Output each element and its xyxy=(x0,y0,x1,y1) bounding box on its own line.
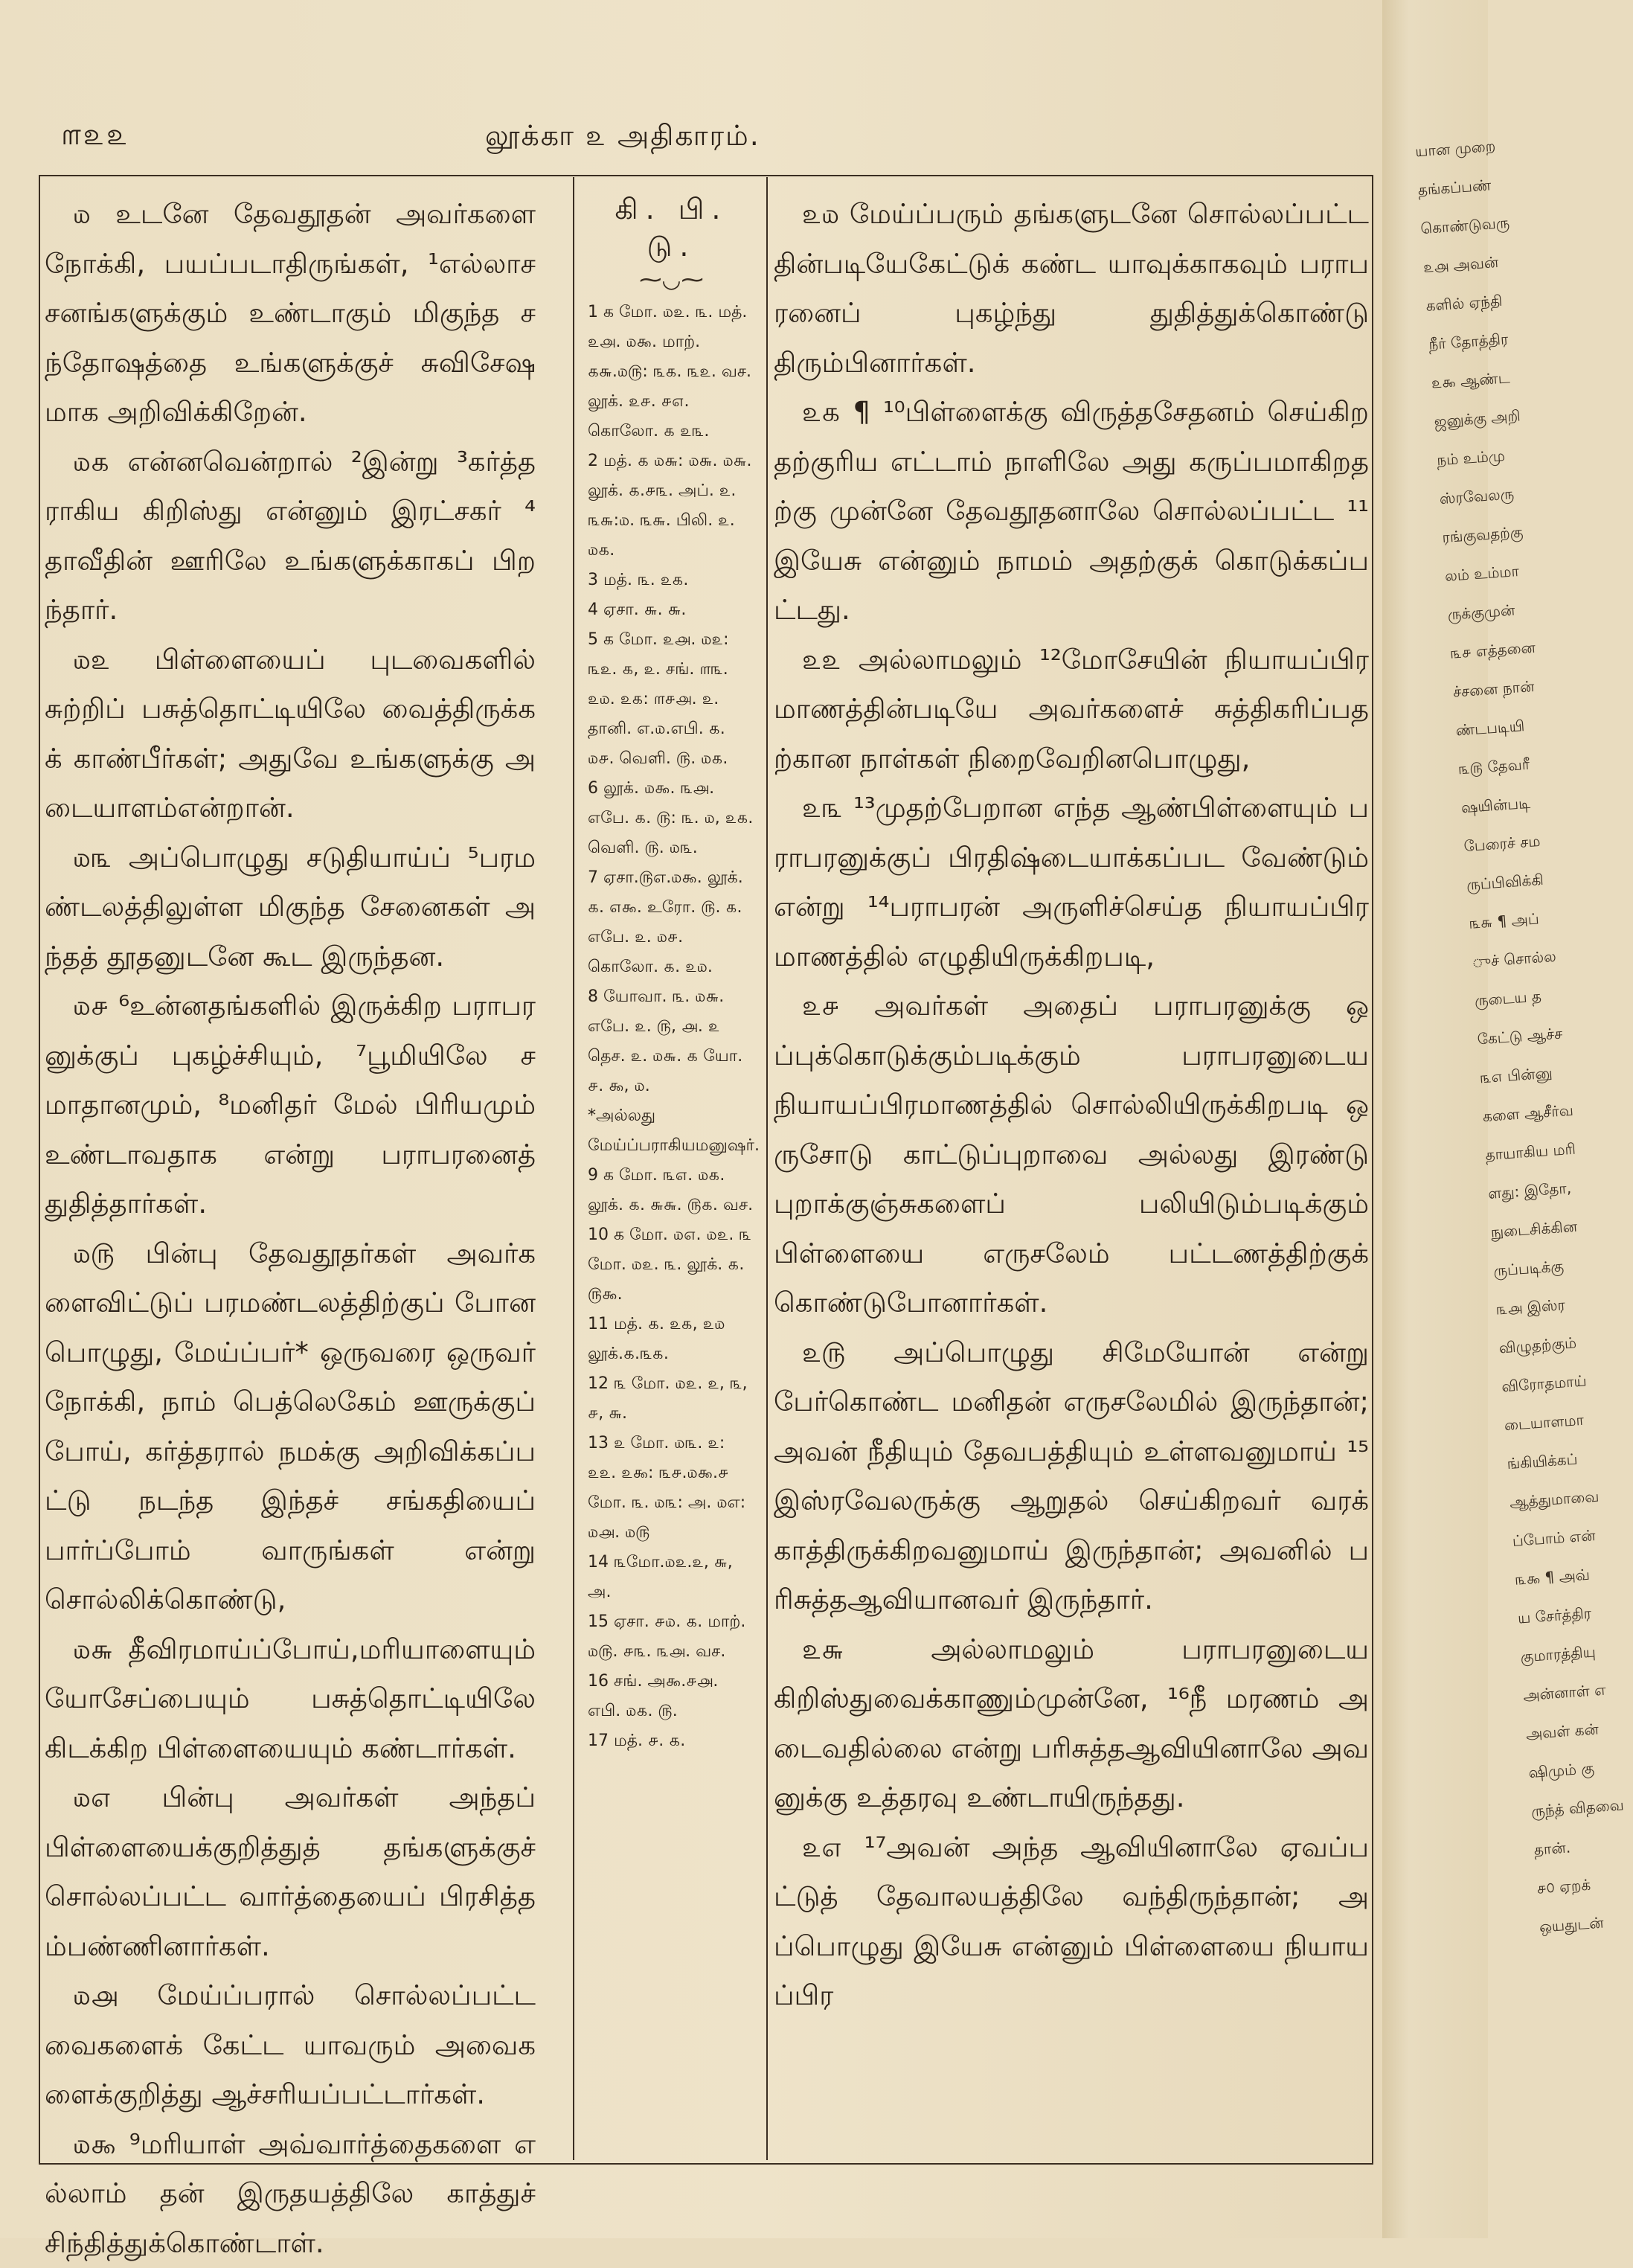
adjacent-page-line: ருப்படிக்கு xyxy=(1492,1246,1578,1290)
adjacent-page-line: ௩௯ ¶ அவ் xyxy=(1514,1554,1600,1599)
adjacent-page-line: களை ஆசீர்வ xyxy=(1481,1091,1567,1135)
adjacent-page-line: ய சேர்த்திர xyxy=(1516,1593,1602,1638)
cross-reference: 8 யோவா. ௩. ௰௬. எபே. ௨. ௫, ௮. ௨ தெச. ௨. ௰௬. ௧ யோ. ௪. ௯, ௰. xyxy=(588,982,755,1101)
verse: ௨௧ ¶ ¹⁰பிள்ளைக்கு விருத்தசேதனம் செய்கிறதற்குரிய எட்டாம் நாளிலே அது கருப்பமாகிறதற்கு முன்னே தேவதூதனாலே சொல்லப்பட்ட ¹¹இயேசு என்னும் நாமம் அதற்குக் கொடுக்கப்பட்டது. xyxy=(774,388,1369,635)
adjacent-page-line: நுடைசிக்கின xyxy=(1489,1207,1575,1252)
verse: ௨௭ ¹⁷அவன் அந்த ஆவியினாலே ஏவப்பட்டுத் தேவாலயத்திலே வந்திருந்தான்; அப்பொழுது இயேசு என்னும் பிள்ளையை நியாயப்பிர xyxy=(774,1823,1369,2021)
verse: ௰௭ பின்பு அவர்கள் அந்தப் பிள்ளையைக்குறித்துத் தங்களுக்குச் சொல்லப்பட்ட வார்த்தையைப் பிரசித்தம்பண்ணினார்கள். xyxy=(45,1773,536,1971)
adjacent-page-line: ஒயதுடன் xyxy=(1538,1902,1623,1947)
cross-reference: 5 க மோ. ௨௮. ௰௨: ௩௨. ௧, ௨. சங். ௱௩. ௨௰. ௨௧: ௱௪௮. ௨. தானி. எ.௰.எபி. ௧. ௰௪. வெளி. ௫. ௰௧. xyxy=(588,625,755,774)
adjacent-page-line: நம் உம்மு xyxy=(1436,435,1521,480)
adjacent-page-line: ண்டபடியி xyxy=(1454,705,1540,750)
verse: ௰ உடனே தேவதூதன் அவர்களை நோக்கி, பயப்படாதிருங்கள், ¹எல்லாச சனங்களுக்கும் உண்டாகும் மிகுந்த சந்தோஷத்தை உங்களுக்குச் சுவிசேஷமாக அறிவிக்கிறேன். xyxy=(45,190,536,438)
cross-reference: 3 மத். ௩. ௨௧. xyxy=(588,566,755,595)
verse: ௨௰ மேய்ப்பரும் தங்களுடனே சொல்லப்பட்டதின்படியேகேட்டுக் கண்ட யாவுக்காகவும் பராபரனைப் புகழ்ந்து துதித்துக்கொண்டு திரும்பினார்கள். xyxy=(774,190,1369,388)
verse: ௰௯ ⁹மரியாள் அவ்வார்த்தைகளை எல்லாம் தன் இருதயத்திலே காத்துச் சிந்தித்துக்கொண்டாள். xyxy=(45,2120,536,2268)
adjacent-page-line: தாயாகிய மரி xyxy=(1484,1130,1570,1174)
cross-reference: 7 ஏசா.௫எ.௰௯. லூக். ௧. ௭௯. உரோ. ௫. ௧. எபே. ௨. ௰௪. கொலோ. ௧. ௨௰. xyxy=(588,863,755,982)
adjacent-page-line: ுச் சொல்ல xyxy=(1471,937,1556,981)
adjacent-page-line: ஷயின்படி xyxy=(1460,783,1545,827)
adjacent-page-line: ௩௫ தேவரீ xyxy=(1457,744,1543,789)
cross-reference: 9 க மோ. ௩௭. ௰௧. லூக். ௧. ௬௬. ௫௧. வச. xyxy=(588,1161,755,1220)
cross-reference: 12 ௩ மோ. ௰௨. ௨, ௩, ௪, ௬. xyxy=(588,1369,755,1429)
adjacent-page-line: களில் ஏந்தி xyxy=(1425,281,1510,325)
verse: ௰௮ மேய்ப்பரால் சொல்லப்பட்டவைகளைக் கேட்ட யாவரும் அவைகளைக்குறித்து ஆச்சரியப்பட்டார்கள். xyxy=(45,1971,536,2120)
page-number: ௱௨௨ xyxy=(61,118,129,156)
cross-reference: 2 மத். ௧ ௰௬: ௰௬. ௰௬. லூக். ௧.௪௩. அப். ௨. ௩௬:௰. ௩௬. பிலி. ௨. ௰௧. xyxy=(588,446,755,566)
adjacent-page-edge xyxy=(1382,0,1488,2238)
adjacent-page-line: ங்கியிக்கப் xyxy=(1506,1438,1591,1483)
adjacent-page-line: ௪௦ ஏறக் xyxy=(1536,1863,1621,1908)
chapter-title: லூக்கா ௨ அதிகாரம். xyxy=(485,119,760,156)
verse: ௰௬ தீவிரமாய்ப்போய்,மரியாளையும் யோசேப்பையும் பசுத்தொட்டியிலே கிடக்கிற பிள்ளையையும் கண்டார்கள். xyxy=(45,1625,536,1774)
cross-reference: 6 லூக். ௰௯. ௩௮. எபே. ௧. ௫: ௩. ௰, ௨௧. வெளி. ௫. ௰௩. xyxy=(588,774,755,863)
verse: ௰௫ பின்பு தேவதூதர்கள் அவர்களைவிட்டுப் பரமண்டலத்திற்குப் போனபொழுது, மேய்ப்பர்* ஒருவரை ஒருவர் நோக்கி, நாம் பெத்லெகேம் ஊருக்குப் போய், கர்த்தரால் நமக்கு அறிவிக்கப்பட்டு நடந்த இந்தச் சங்கதியைப் பார்ப்போம் வாருங்கள் என்று சொல்லிக்கொண்டு, xyxy=(45,1229,536,1625)
adjacent-page-line: ருந்த் விதவை xyxy=(1530,1786,1615,1830)
column-rule-right xyxy=(766,177,768,2160)
adjacent-page-line: லம் உம்மா xyxy=(1443,551,1529,595)
cross-reference: 14 ௩மோ.௰௨.௨, ௬, அ. xyxy=(588,1548,755,1607)
adjacent-page-line: ஸ்ரவேலரு xyxy=(1438,474,1524,519)
verse: ௰௨ பிள்ளையைப் புடவைகளில் சுற்றிப் பசுத்தொட்டியிலே வைத்திருக்கக் காண்பீர்கள்; அதுவே உங்களுக்கு அடையாளம்என்றான். xyxy=(45,635,536,833)
adjacent-page-line: நீர் தோத்திர xyxy=(1428,319,1513,364)
cross-reference: 10 க மோ. ௰௭. ௰௨. ௩ மோ. ௰௨. ௩. லூக். ௧. ௫௯. xyxy=(588,1220,755,1310)
cross-reference: 17 மத். ௪. ௧. xyxy=(588,1726,755,1756)
adjacent-page-line: தான். xyxy=(1533,1825,1618,1869)
adjacent-page-line: ளது: இதோ, xyxy=(1486,1168,1572,1213)
adjacent-page-line: அன்னாள் எ xyxy=(1522,1670,1608,1715)
adjacent-page-line: ௨௯ ஆண்ட xyxy=(1430,358,1515,403)
verse: ௨௩ ¹³முதற்பேறான எந்த ஆண்பிள்ளையும் பராபரனுக்குப் பிரதிஷ்டையாக்கப்பட வேண்டும் என்று ¹⁴பராபரன் அருளிச்செய்த நியாயப்பிரமாணத்தில் எழுதியிருக்கிறபடி, xyxy=(774,784,1369,981)
cross-reference: 13 ௨ மோ. ௰௩. ௨: ௨௨. ௨௯: ௩௪.௰௯.௪ மோ. ௩. ௰௩: அ. ௰எ: ௰௮. ௰௫ xyxy=(588,1429,755,1548)
verse: ௨௪ அவர்கள் அதைப் பராபரனுக்கு ஒப்புக்கொடுக்கும்படிக்கும் பராபரனுடைய நியாயப்பிரமாணத்தில் சொல்லியிருக்கிறபடி ஒருசோடு காட்டுப்புறாவை அல்லது இரண்டு புறாக்குஞ்சுகளைப் பலியிடும்படிக்கும் பிள்ளையை எருசலேம் பட்டணத்திற்குக் கொண்டுபோனார்கள். xyxy=(774,981,1369,1328)
cross-reference-heading: கி. பி. டு. xyxy=(588,193,755,267)
adjacent-page-line: பேரைச் சம xyxy=(1463,821,1548,865)
adjacent-page-line: ௩௬ ¶ அப் xyxy=(1468,898,1553,943)
adjacent-page-line: ஜனுக்கு அறி xyxy=(1433,397,1518,441)
adjacent-page-line: ச்சனை நான் xyxy=(1451,667,1537,711)
footnote: *அல்லது மேய்ப்பராகியமனுஷர். xyxy=(588,1101,755,1161)
adjacent-page-line: யான முறை xyxy=(1414,126,1499,171)
adjacent-page-line: அவள் கன் xyxy=(1524,1708,1610,1753)
adjacent-page-line: ௩௭ பின்னு xyxy=(1479,1053,1565,1098)
verse: ௰௪ ⁶உன்னதங்களில் இருக்கிற பராபரனுக்குப் புகழ்ச்சியும், ⁷பூமியிலே சமாதானமும், ⁸மனிதர் மேல் பிரியமும் உண்டாவதாக என்று பராபரனைத் துதித்தார்கள். xyxy=(45,981,536,1229)
cross-reference: 15 ஏசா. ௪௰. ௧. மாற். ௰௫. ௪௩. ௩௮. வச. xyxy=(588,1607,755,1667)
ornament: ⁓◡⁓ xyxy=(588,267,755,293)
adjacent-page-line: கொண்டுவரு xyxy=(1419,203,1505,248)
verse: ௨௨ அல்லாமலும் ¹²மோசேயின் நியாயப்பிரமாணத்தின்படியே அவர்களைச் சுத்திகரிப்பதற்கான நாள்கள் நிறைவேறினபொழுது, xyxy=(774,635,1369,784)
adjacent-page-line: ஷிமும் கு xyxy=(1527,1747,1613,1792)
adjacent-page-line: ப்போம் என் xyxy=(1511,1516,1597,1560)
adjacent-page-line: கேட்டு ஆச்ச xyxy=(1476,1014,1562,1059)
adjacent-page-line: ஆத்துமாவை xyxy=(1508,1477,1594,1522)
cross-reference: 4 ஏசா. ௬. ௬. xyxy=(588,595,755,625)
right-text-column xyxy=(774,190,1369,2021)
column-rule-left xyxy=(573,177,574,2160)
adjacent-page-line: தங்கப்பண் xyxy=(1417,165,1502,210)
page-header xyxy=(39,112,1370,164)
adjacent-page-line: ௩௮ இஸ்ர xyxy=(1495,1284,1580,1329)
verse: ௨௫ அப்பொழுது சிமேயோன் என்று பேர்கொண்ட மனிதன் எருசலேமில் இருந்தான்; அவன் நீதியும் தேவபத்தியும் உள்ளவனுமாய் ¹⁵இஸ்ரவேலருக்கு ஆறுதல் செய்கிறவர் வரக் காத்திருக்கிறவனுமாய் இருந்தான்; அவனில் பரிசுத்தஆவியானவர் இருந்தார். xyxy=(774,1328,1369,1625)
left-text-column xyxy=(45,190,536,2268)
cross-reference: 1 க மோ. ௰௨. ௩. மத். ௨௮. ௰௯. மாற். ௧௬.௰௫: ௩௧. ௩௨. வச. லூக். ௨௪. ௪௭. கொலோ. ௧ ௨௩. xyxy=(588,298,755,446)
cross-reference-column xyxy=(588,190,755,1756)
adjacent-page-line: குமாரத்தியு xyxy=(1519,1632,1605,1676)
adjacent-page-line: ௩௪ எத்தனை xyxy=(1449,628,1535,673)
adjacent-page-line: ரங்குவதற்கு xyxy=(1441,512,1527,557)
adjacent-page-line: ருக்குமுன் xyxy=(1446,589,1532,634)
adjacent-page-line: ருப்பிவிக்கி xyxy=(1465,859,1550,904)
cross-reference: 11 மத். ௧. ௨௧, ௨௰ லூக்.௧.௩௧. xyxy=(588,1310,755,1369)
adjacent-page-line: ருடைய த xyxy=(1473,976,1559,1020)
adjacent-page-line: டையாளமா xyxy=(1503,1400,1588,1444)
adjacent-page-line: விழுதற்கும் xyxy=(1498,1323,1583,1368)
adjacent-page-line: விரோதமாய் xyxy=(1501,1362,1586,1406)
verse: ௰௩ அப்பொழுது சடுதியாய்ப் ⁵பரமண்டலத்திலுள்ள மிகுந்த சேனைகள் அந்தத் தூதனுடனே கூட இருந்தன. xyxy=(45,833,536,982)
cross-reference: 16 சங். அ௯.௪௮. எபி. ௰௧. ௫. xyxy=(588,1667,755,1726)
verse: ௰௧ என்னவென்றால் ²இன்று ³கர்த்தராகிய கிறிஸ்து என்னும் இரட்சகர் ⁴தாவீதின் ஊரிலே உங்களுக்காகப் பிறந்தார். xyxy=(45,438,536,635)
adjacent-page-text xyxy=(1382,0,1624,1948)
verse: ௨௬ அல்லாமலும் பராபரனுடைய கிறிஸ்துவைக்காணும்முன்னே, ¹⁶நீ மரணம் அடைவதில்லை என்று பரிசுத்தஆவியினாலே அவனுக்கு உத்தரவு உண்டாயிருந்தது. xyxy=(774,1625,1369,1823)
adjacent-page-line: ௨௮ அவன் xyxy=(1422,242,1507,286)
